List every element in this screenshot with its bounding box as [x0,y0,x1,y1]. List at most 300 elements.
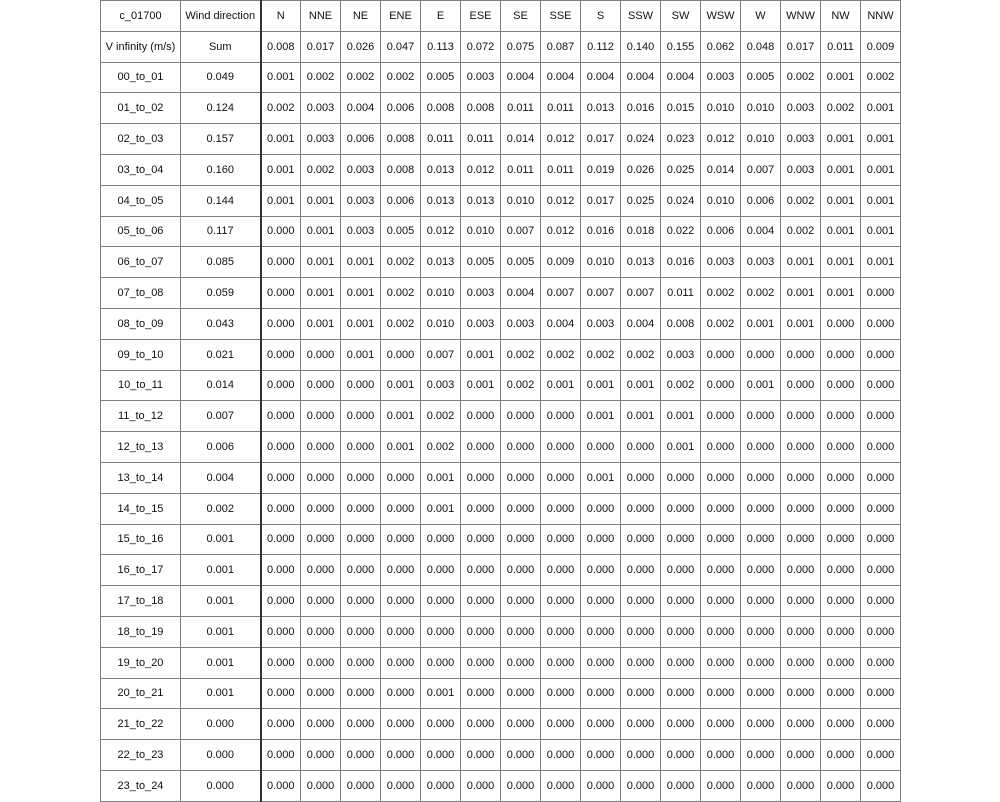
table-row [101,247,901,278]
table-cell: 0.003 [301,93,341,124]
table-cell: 0.113 [421,31,461,62]
table-cell: 0.002 [421,432,461,463]
table-cell: 0.011 [661,278,701,309]
row-label: 13_to_14 [101,462,181,493]
table-cell: 0.000 [701,709,741,740]
table-cell: 0.000 [701,524,741,555]
table-row [101,709,901,740]
table-cell: 0.000 [581,586,621,617]
table-cell: 0.000 [781,401,821,432]
table-cell: 0.000 [501,586,541,617]
table-cell: 0.000 [781,647,821,678]
row-sum: 0.157 [181,124,261,155]
table-cell: 0.000 [781,616,821,647]
table-cell: 0.155 [661,31,701,62]
row-label: 18_to_19 [101,616,181,647]
table-cell: 0.000 [701,770,741,801]
table-cell: 0.000 [741,647,781,678]
table-cell: 0.000 [621,524,661,555]
row-sum: 0.007 [181,401,261,432]
table-cell: 0.001 [301,247,341,278]
direction-header: NNW [861,1,901,32]
table-cell: 0.016 [581,216,621,247]
table-cell: 0.017 [581,185,621,216]
direction-header: NE [341,1,381,32]
table-cell: 0.000 [821,740,861,771]
table-cell: 0.006 [741,185,781,216]
row-sum: 0.001 [181,555,261,586]
table-row [101,770,901,801]
table-cell: 0.000 [461,462,501,493]
table-cell: 0.000 [821,370,861,401]
row-sum: 0.000 [181,770,261,801]
table-cell: 0.000 [541,462,581,493]
table-cell: 0.000 [861,493,901,524]
table-body [101,1,901,802]
table-cell: 0.001 [741,308,781,339]
table-cell: 0.000 [541,616,581,647]
table-cell: 0.000 [821,524,861,555]
table-cell: 0.000 [781,339,821,370]
table-cell: 0.001 [821,124,861,155]
table-cell: 0.001 [301,278,341,309]
table-cell: 0.000 [381,616,421,647]
table-cell: 0.024 [621,124,661,155]
table-cell: 0.000 [501,740,541,771]
table-cell: 0.000 [741,616,781,647]
table-cell: 0.010 [421,308,461,339]
row-label: 22_to_23 [101,740,181,771]
direction-header: ESE [461,1,501,32]
table-cell: 0.011 [421,124,461,155]
table-cell: 0.002 [621,339,661,370]
direction-header: SSE [541,1,581,32]
table-cell: 0.006 [701,216,741,247]
table-cell: 0.003 [341,154,381,185]
table-cell: 0.002 [821,93,861,124]
table-cell: 0.024 [661,185,701,216]
table-cell: 0.000 [701,339,741,370]
table-cell: 0.004 [541,308,581,339]
table-cell: 0.000 [661,647,701,678]
table-cell: 0.001 [421,678,461,709]
table-cell: 0.000 [301,616,341,647]
table-row [101,93,901,124]
table-cell: 0.000 [261,647,301,678]
table-cell: 0.000 [621,432,661,463]
table-cell: 0.000 [501,770,541,801]
table-cell: 0.001 [821,62,861,93]
table-cell: 0.000 [261,432,301,463]
table-cell: 0.000 [861,586,901,617]
table-cell: 0.000 [541,740,581,771]
row-label: 01_to_02 [101,93,181,124]
table-cell: 0.002 [381,308,421,339]
table-cell: 0.000 [341,462,381,493]
table-cell: 0.004 [741,216,781,247]
table-cell: 0.000 [301,493,341,524]
direction-header: N [261,1,301,32]
table-cell: 0.000 [661,616,701,647]
table-cell: 0.001 [261,154,301,185]
table-cell: 0.000 [781,678,821,709]
row-sum: 0.006 [181,432,261,463]
table-cell: 0.000 [621,493,661,524]
table-cell: 0.003 [461,308,501,339]
table-cell: 0.000 [501,616,541,647]
table-cell: 0.001 [861,124,901,155]
table-cell: 0.008 [661,308,701,339]
row-sum: 0.004 [181,462,261,493]
table-cell: 0.003 [461,278,501,309]
table-row [101,432,901,463]
table-row [101,586,901,617]
table-cell: 0.005 [741,62,781,93]
table-cell: 0.000 [621,586,661,617]
direction-header: S [581,1,621,32]
table-cell: 0.001 [581,370,621,401]
table-row [101,462,901,493]
table-row [101,154,901,185]
table-cell: 0.012 [421,216,461,247]
table-cell: 0.000 [581,493,621,524]
table-cell: 0.001 [381,401,421,432]
table-cell: 0.062 [701,31,741,62]
table-cell: 0.000 [261,678,301,709]
table-cell: 0.000 [821,709,861,740]
table-cell: 0.008 [421,93,461,124]
table-cell: 0.007 [541,278,581,309]
table-cell: 0.015 [661,93,701,124]
table-cell: 0.001 [821,185,861,216]
table-cell: 0.047 [381,31,421,62]
row-label: 06_to_07 [101,247,181,278]
table-cell: 0.007 [621,278,661,309]
table-cell: 0.000 [421,555,461,586]
table-cell: 0.003 [421,370,461,401]
row-label: 07_to_08 [101,278,181,309]
table-cell: 0.014 [701,154,741,185]
table-cell: 0.000 [701,370,741,401]
row-label: 11_to_12 [101,401,181,432]
table-cell: 0.003 [581,308,621,339]
table-cell: 0.000 [741,770,781,801]
table-cell: 0.000 [381,770,421,801]
table-cell: 0.002 [781,62,821,93]
table-cell: 0.026 [621,154,661,185]
table-cell: 0.000 [381,524,421,555]
table-cell: 0.001 [821,278,861,309]
table-cell: 0.000 [701,586,741,617]
row-label: 04_to_05 [101,185,181,216]
table-cell: 0.000 [661,740,701,771]
table-cell: 0.000 [781,555,821,586]
table-cell: 0.013 [621,247,661,278]
row-sum: 0.000 [181,740,261,771]
table-cell: 0.025 [621,185,661,216]
table-cell: 0.000 [501,524,541,555]
row-sum: 0.001 [181,616,261,647]
table-cell: 0.000 [421,770,461,801]
direction-header: NW [821,1,861,32]
table-cell: 0.000 [301,647,341,678]
row-label: 03_to_04 [101,154,181,185]
table-cell: 0.000 [381,740,421,771]
table-cell: 0.000 [461,524,501,555]
row-label: 21_to_22 [101,709,181,740]
table-cell: 0.000 [541,770,581,801]
table-cell: 0.018 [621,216,661,247]
table-cell: 0.000 [501,709,541,740]
table-cell: 0.000 [581,709,621,740]
table-cell: 0.000 [261,462,301,493]
table-cell: 0.009 [861,31,901,62]
table-cell: 0.000 [381,339,421,370]
table-cell: 0.000 [581,555,621,586]
table-row [101,647,901,678]
table-cell: 0.010 [701,185,741,216]
table-cell: 0.022 [661,216,701,247]
table-cell: 0.000 [861,370,901,401]
table-cell: 0.002 [381,278,421,309]
table-cell: 0.023 [661,124,701,155]
table-cell: 0.001 [341,308,381,339]
table-cell: 0.000 [861,308,901,339]
table-cell: 0.004 [501,278,541,309]
table-cell: 0.000 [621,770,661,801]
table-cell: 0.000 [461,432,501,463]
table-cell: 0.010 [741,124,781,155]
table-cell: 0.000 [341,678,381,709]
table-cell: 0.000 [621,709,661,740]
table-cell: 0.000 [421,647,461,678]
row-label: 10_to_11 [101,370,181,401]
row-label: 05_to_06 [101,216,181,247]
row-label: 16_to_17 [101,555,181,586]
table-cell: 0.000 [861,709,901,740]
row-label: V infinity (m/s) [101,31,181,62]
table-cell: 0.001 [461,339,501,370]
table-cell: 0.000 [501,555,541,586]
table-cell: 0.000 [661,770,701,801]
table-cell: 0.000 [301,432,341,463]
header-row [101,1,901,32]
table-cell: 0.000 [621,462,661,493]
table-cell: 0.000 [741,524,781,555]
table-cell: 0.000 [701,647,741,678]
table-cell: 0.002 [781,185,821,216]
table-cell: 0.012 [461,154,501,185]
table-cell: 0.000 [741,678,781,709]
table-cell: 0.013 [421,185,461,216]
table-cell: 0.000 [741,740,781,771]
table-cell: 0.013 [461,185,501,216]
table-cell: 0.000 [381,709,421,740]
table-cell: 0.007 [501,216,541,247]
table-cell: 0.025 [661,154,701,185]
table-cell: 0.000 [301,770,341,801]
table-cell: 0.000 [701,678,741,709]
table-cell: 0.000 [541,586,581,617]
table-cell: 0.000 [421,740,461,771]
direction-header: E [421,1,461,32]
row-sum: 0.000 [181,709,261,740]
table-cell: 0.001 [301,308,341,339]
table-cell: 0.000 [581,770,621,801]
table-cell: 0.000 [701,616,741,647]
table-cell: 0.012 [541,216,581,247]
table-cell: 0.000 [261,278,301,309]
table-cell: 0.003 [781,154,821,185]
row-label: 12_to_13 [101,432,181,463]
table-cell: 0.000 [261,770,301,801]
table-cell: 0.000 [821,401,861,432]
table-cell: 0.000 [781,432,821,463]
table-cell: 0.072 [461,31,501,62]
table-cell: 0.140 [621,31,661,62]
table-cell: 0.003 [341,216,381,247]
table-row [101,31,901,62]
table-row [101,124,901,155]
table-cell: 0.001 [821,154,861,185]
table-cell: 0.000 [541,709,581,740]
table-row [101,401,901,432]
table-cell: 0.002 [381,247,421,278]
table-cell: 0.000 [301,709,341,740]
table-cell: 0.000 [461,555,501,586]
table-cell: 0.001 [341,247,381,278]
table-cell: 0.000 [341,740,381,771]
table-cell: 0.000 [501,462,541,493]
table-cell: 0.000 [821,678,861,709]
table-cell: 0.000 [381,586,421,617]
table-cell: 0.001 [861,185,901,216]
table-cell: 0.000 [661,678,701,709]
row-label: 00_to_01 [101,62,181,93]
table-cell: 0.000 [581,647,621,678]
table-cell: 0.011 [541,93,581,124]
table-cell: 0.004 [341,93,381,124]
table-cell: 0.006 [381,185,421,216]
table-cell: 0.013 [421,247,461,278]
row-label: 20_to_21 [101,678,181,709]
table-cell: 0.000 [781,770,821,801]
table-cell: 0.000 [861,524,901,555]
table-cell: 0.000 [541,678,581,709]
table-cell: 0.001 [541,370,581,401]
table-cell: 0.000 [821,339,861,370]
table-cell: 0.000 [341,401,381,432]
table-cell: 0.000 [541,647,581,678]
table-cell: 0.000 [301,401,341,432]
table-cell: 0.003 [341,185,381,216]
table-cell: 0.000 [581,678,621,709]
table-cell: 0.000 [621,740,661,771]
table-cell: 0.000 [501,678,541,709]
table-cell: 0.002 [341,62,381,93]
table-cell: 0.008 [461,93,501,124]
table-cell: 0.000 [261,555,301,586]
table-cell: 0.000 [581,432,621,463]
table-cell: 0.000 [741,339,781,370]
row-sum: 0.160 [181,154,261,185]
row-sum: 0.049 [181,62,261,93]
table-cell: 0.004 [541,62,581,93]
table-cell: 0.000 [701,555,741,586]
table-cell: 0.002 [381,62,421,93]
table-cell: 0.000 [341,524,381,555]
table-cell: 0.001 [381,370,421,401]
table-cell: 0.012 [541,185,581,216]
table-cell: 0.001 [821,247,861,278]
table-cell: 0.000 [501,401,541,432]
table-cell: 0.006 [341,124,381,155]
direction-header: WSW [701,1,741,32]
table-cell: 0.004 [621,62,661,93]
row-label: 09_to_10 [101,339,181,370]
table-cell: 0.001 [861,93,901,124]
table-cell: 0.087 [541,31,581,62]
table-cell: 0.000 [301,586,341,617]
table-cell: 0.000 [501,432,541,463]
table-cell: 0.000 [381,555,421,586]
table-cell: 0.000 [661,586,701,617]
table-cell: 0.000 [541,524,581,555]
table-cell: 0.001 [341,278,381,309]
table-cell: 0.000 [661,462,701,493]
table-cell: 0.001 [821,216,861,247]
row-sum: 0.001 [181,647,261,678]
table-cell: 0.000 [341,555,381,586]
table-cell: 0.000 [341,370,381,401]
table-cell: 0.010 [581,247,621,278]
table-cell: 0.000 [821,432,861,463]
direction-header: SW [661,1,701,32]
table-cell: 0.003 [781,124,821,155]
row-sum: 0.059 [181,278,261,309]
table-cell: 0.000 [421,524,461,555]
table-cell: 0.000 [261,339,301,370]
table-cell: 0.000 [741,432,781,463]
table-cell: 0.002 [581,339,621,370]
row-sum: Sum [181,31,261,62]
table-row [101,555,901,586]
table-cell: 0.000 [861,647,901,678]
table-cell: 0.000 [461,678,501,709]
direction-header: W [741,1,781,32]
table-cell: 0.000 [861,616,901,647]
row-label: 08_to_09 [101,308,181,339]
table-cell: 0.000 [821,770,861,801]
table-cell: 0.003 [741,247,781,278]
table-cell: 0.000 [701,432,741,463]
table-cell: 0.001 [781,308,821,339]
table-cell: 0.002 [781,216,821,247]
table-cell: 0.000 [261,247,301,278]
table-cell: 0.000 [261,401,301,432]
table-cell: 0.013 [421,154,461,185]
table-row [101,216,901,247]
table-cell: 0.000 [741,555,781,586]
table-cell: 0.000 [501,647,541,678]
table-cell: 0.000 [261,216,301,247]
table-cell: 0.003 [781,93,821,124]
row-label: 19_to_20 [101,647,181,678]
direction-header: SE [501,1,541,32]
table-row [101,278,901,309]
table-cell: 0.000 [301,339,341,370]
table-cell: 0.007 [581,278,621,309]
